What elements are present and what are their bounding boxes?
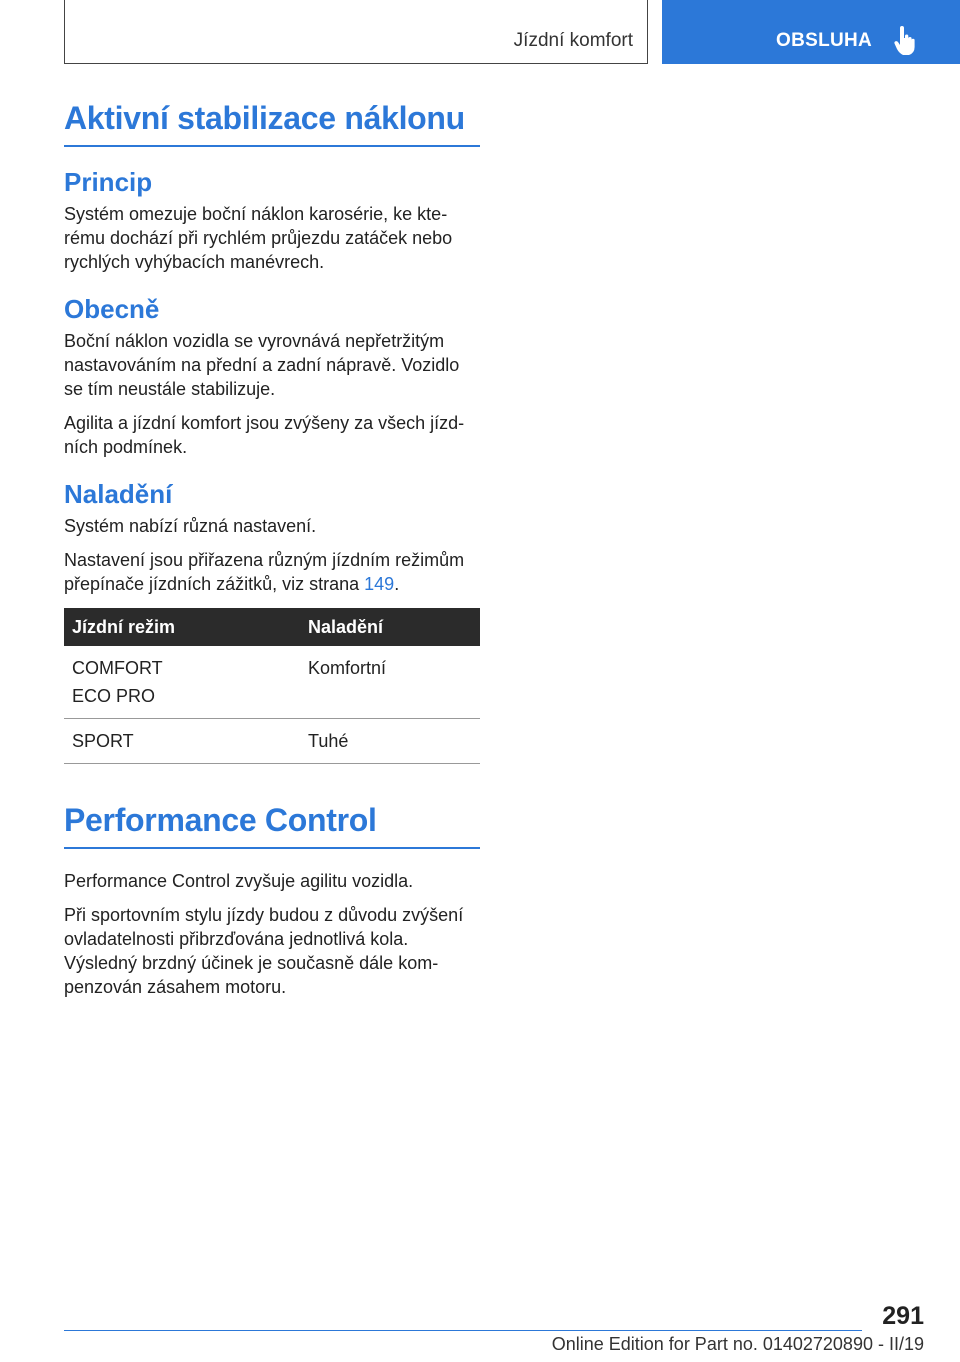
princip-text: Systém omezuje boční náklon karosérie, ke kterému dochází při rychlém průjezdu zatáček nebo rychlých vyhýbacích manévrech. — [64, 204, 453, 272]
naladeni-paragraph-1: Systém nabízí různá nastavení. — [64, 516, 317, 536]
performance-paragraph-1: Performance Control zvyšuje agilitu vozidla. — [64, 871, 414, 891]
obecne-paragraph-2: Agilita a jízdní komfort jsou zvýšeny za všech jízdních podmínek. — [64, 413, 465, 457]
table-cell-mode — [64, 646, 300, 719]
table-header-mode: Jízdní režim — [64, 608, 300, 646]
table-row — [64, 719, 480, 764]
footer-divider — [64, 1330, 862, 1331]
page-link-149[interactable]: 149 — [364, 574, 395, 594]
table-cell-setting: Komfortní — [300, 646, 480, 719]
table-row — [64, 646, 480, 719]
pointing-hand-icon — [894, 26, 916, 56]
table-cell-setting: Tuhé — [300, 719, 480, 764]
footer-edition: Online Edition for Part no. 01402720890 - II/19 — [551, 1334, 924, 1354]
header-chapter-label: OBSLUHA — [776, 30, 873, 51]
mode-eco-pro: ECO PRO — [72, 686, 156, 706]
table-cell-mode: SPORT — [64, 719, 300, 764]
heading-princip: Princip — [64, 167, 153, 197]
naladeni-paragraph-2-end: . — [394, 574, 400, 594]
table-header-setting: Naladění — [300, 608, 480, 646]
section-title-active-roll-stabilization: Aktivní stabilizace náklonu — [64, 100, 480, 147]
mode-comfort: COMFORT — [72, 658, 163, 678]
header-chapter-tab[interactable] — [662, 0, 960, 64]
naladeni-paragraph-2 — [64, 548, 480, 596]
page-number: 291 — [882, 1302, 924, 1330]
driving-mode-table — [64, 608, 480, 764]
heading-obecne: Obecně — [64, 294, 160, 324]
page-content — [64, 100, 480, 999]
performance-paragraph-2: Při sportovním stylu jízdy budou z důvodu zvýšení ovladatelnosti přibrzďována jednotlivá kola. Výsledný brzdný účinek je současně dále kompenzován zásahem motoru. — [64, 905, 464, 997]
table-header-row — [64, 608, 480, 646]
section-title-performance-control: Performance Control — [64, 802, 480, 849]
header-section-title: Jízdní komfort — [513, 30, 633, 51]
heading-naladeni: Naladění — [64, 479, 173, 509]
naladeni-paragraph-2-text: Nastavení jsou přiřazena různým jízdním režimům přepínače jízdních zážitků, viz strana — [64, 550, 465, 594]
obecne-paragraph-1: Boční náklon vozidla se vyrovnává nepřetržitým nastavováním na přední a zadní nápravě. Vozidlo se tím neustále stabilizuje. — [64, 331, 460, 399]
header-section-box — [64, 0, 648, 64]
